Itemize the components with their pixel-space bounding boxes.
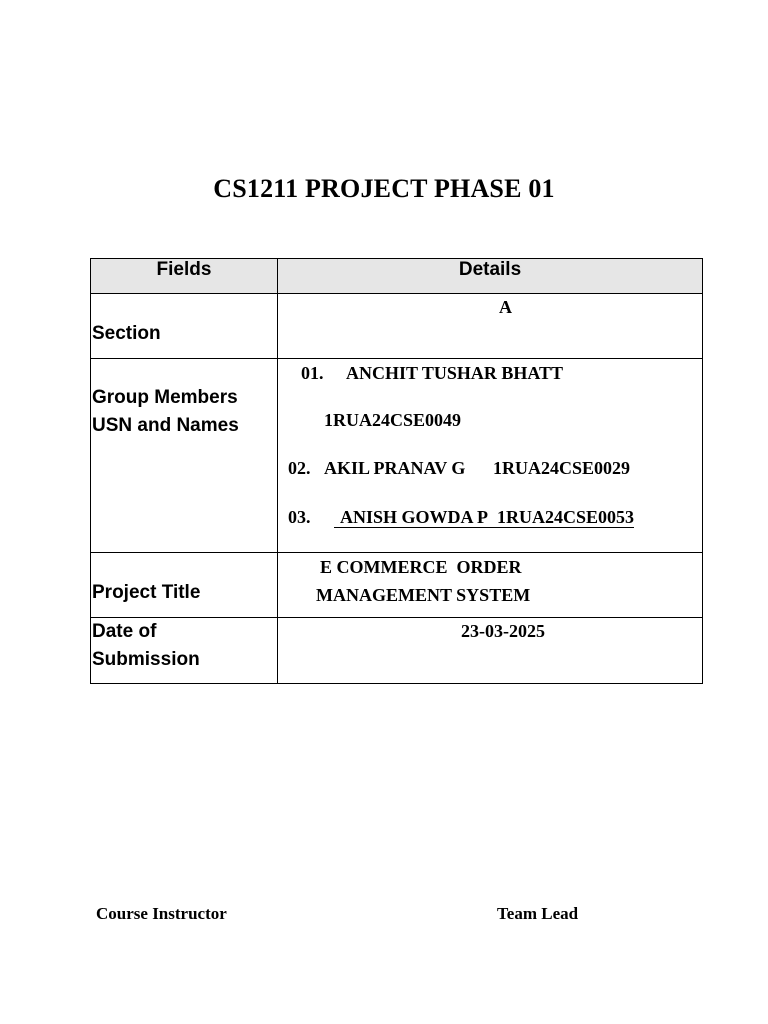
date-label-line1: Date of <box>92 621 157 642</box>
member-1-num: 01. <box>301 363 324 383</box>
section-value-cell <box>278 294 703 359</box>
table-header-row <box>91 259 703 294</box>
project-value-line1: E COMMERCE ORDER <box>320 557 522 577</box>
member-2-name: AKIL PRANAV G <box>324 458 466 478</box>
date-value-cell <box>278 618 703 684</box>
section-value: A <box>499 297 512 317</box>
page-title: CS1211 PROJECT PHASE 01 <box>213 174 555 203</box>
member-3-usn: 1RUA24CSE0053 <box>497 507 635 527</box>
member-2-num: 02. <box>288 458 311 478</box>
members-label-cell <box>91 359 278 553</box>
project-info-table <box>90 258 703 684</box>
member-2-usn: 1RUA24CSE0029 <box>493 458 631 478</box>
table-row-project-title <box>91 553 703 618</box>
member-3-num: 03. <box>288 507 311 527</box>
members-label-line1: Group Members <box>92 387 238 408</box>
date-value: 23-03-2025 <box>461 621 545 641</box>
section-label-cell <box>91 294 278 359</box>
date-label-cell <box>91 618 278 684</box>
member-1-usn: 1RUA24CSE0049 <box>324 410 462 430</box>
course-instructor-label: Course Instructor <box>96 904 227 923</box>
member-3-underlined <box>334 507 634 528</box>
date-label-line2: Submission <box>92 649 200 670</box>
project-label-cell <box>91 553 278 618</box>
member-1-name: ANCHIT TUSHAR BHATT <box>346 363 564 383</box>
project-value-cell <box>278 553 703 618</box>
table-row-members <box>91 359 703 553</box>
members-value-cell <box>278 359 703 553</box>
member-3-name: ANISH GOWDA P <box>340 507 489 527</box>
members-label-line2: USN and Names <box>92 415 239 436</box>
table-row-section <box>91 294 703 359</box>
team-lead-label: Team Lead <box>497 904 579 923</box>
project-value-line2: MANAGEMENT SYSTEM <box>316 585 531 605</box>
section-label: Section <box>92 323 161 344</box>
header-details: Details <box>278 259 703 294</box>
table-row-date <box>91 618 703 684</box>
project-label: Project Title <box>92 582 201 603</box>
header-fields: Fields <box>91 259 278 294</box>
